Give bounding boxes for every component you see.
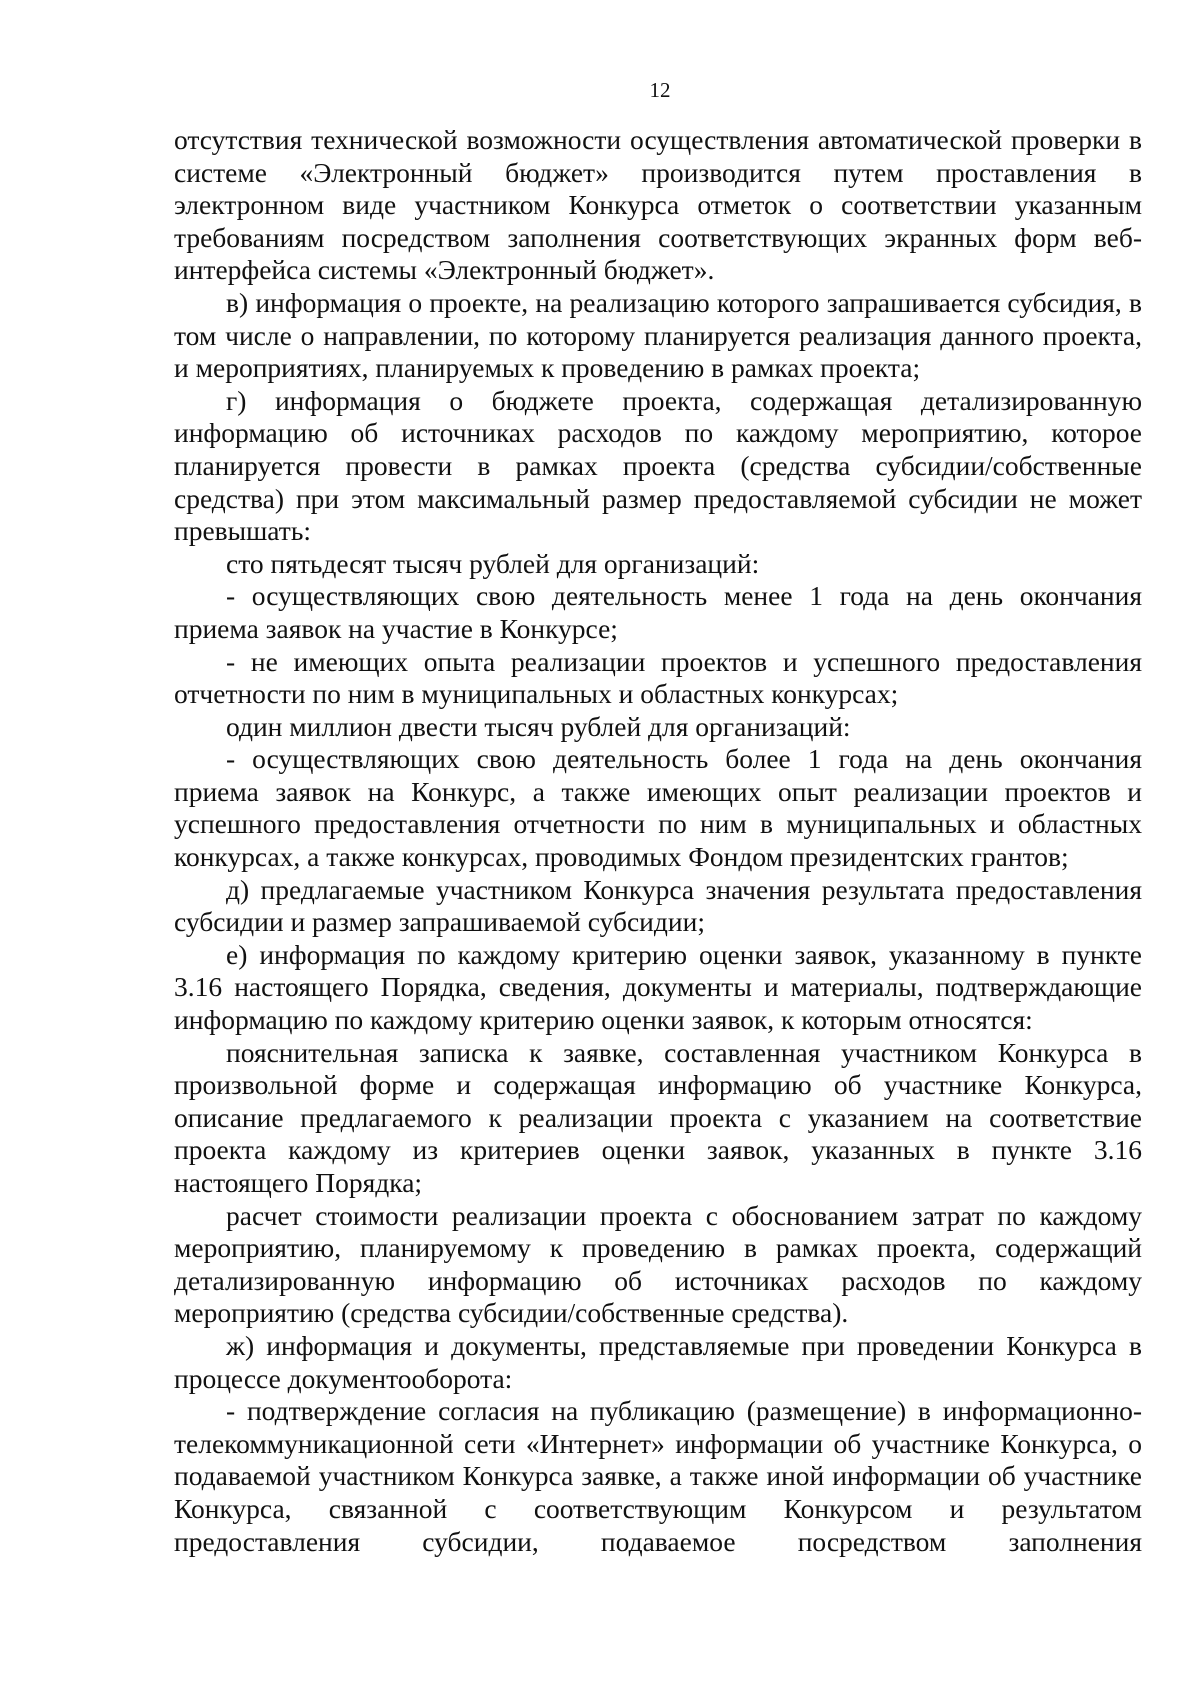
paragraph-item-e: е) информация по каждому критерию оценки заявок, указанному в пункте 3.16 настоящего Порядка, сведения, документы и материалы, подтверждающие информацию по каждому критерию оценки заявок, к которым относятся: [174,938,1142,1036]
paragraph-bullet-more-1-year: - осуществляющих свою деятельность более 1 года на день окончания приема заявок на Конкурс, а также имеющих опыт реализации проектов и успешного предоставления отчетности по ним в муниципальных и областных конкурсах, а также конкурсах, проводимых Фондом президентских грантов; [174,743,1142,873]
paragraph-cost-calculation: расчет стоимости реализации проекта с обоснованием затрат по каждому мероприятию, планируемому к проведению в рамках проекта, содержащий детализированную информацию об источниках расходов по каждому мероприятию (средства субсидии/собственные средства). [174,1199,1142,1329]
paragraph-continuation: отсутствия технической возможности осуществления автоматической проверки в системе «Электронный бюджет» производится путем проставления в электронном виде участником Конкурса отметок о соответствии указанным требованиям посредством заполнения соответствующих экранных форм веб-интерфейса системы «Электронный бюджет». [174,124,1142,286]
paragraph-item-g: г) информация о бюджете проекта, содержащая детализированную информацию об источниках расходов по каждому мероприятию, которое планируется провести в рамках проекта (средства субсидии/собственные средства) при этом максимальный размер предоставляемой субсидии не может превышать: [174,384,1142,547]
paragraph-bullet-no-experience: - не имеющих опыта реализации проектов и успешного предоставления отчетности по ним в муниципальных и областных конкурсах; [174,645,1142,710]
document-body [174,124,1142,1558]
paragraph-explanatory-note: пояснительная записка к заявке, составленная участником Конкурса в произвольной форме и содержащая информацию об участнике Конкурса, описание предлагаемого к реализации проекта с указанием на соответствие проекта каждому из критериев оценки заявок, указанных в пункте 3.16 настоящего Порядка; [174,1036,1142,1198]
paragraph-item-v: в) информация о проекте, на реализацию которого запрашивается субсидия, в том числе о направлении, по которому планируется реализация данного проекта, и мероприятиях, планируемых к проведению в рамках проекта; [174,286,1142,384]
page-number: 12 [649,78,671,102]
paragraph-subsidy-1-2m: один миллион двести тысяч рублей для организаций: [226,710,851,742]
paragraph-bullet-less-1-year: - осуществляющих свою деятельность менее 1 года на день окончания приема заявок на участие в Конкурсе; [174,580,1142,644]
paragraph-subsidy-150k: сто пятьдесят тысяч рублей для организаций: [226,547,760,579]
paragraph-bullet-consent: - подтверждение согласия на публикацию (размещение) в информационно-телекоммуникационной сети «Интернет» информации об участнике Конкурса, о подаваемой участником Конкурса заявке, а также иной информации об участнике Конкурса, связанной с соответствующим Конкурсом и результатом предоставления субсидии, подаваемое посредством заполнения [174,1395,1142,1557]
paragraph-item-d: д) предлагаемые участником Конкурса значения результата предоставления субсидии и размер запрашиваемой субсидии; [174,873,1142,938]
paragraph-item-zh: ж) информация и документы, представляемые при проведении Конкурса в процессе документооборота: [174,1329,1142,1394]
